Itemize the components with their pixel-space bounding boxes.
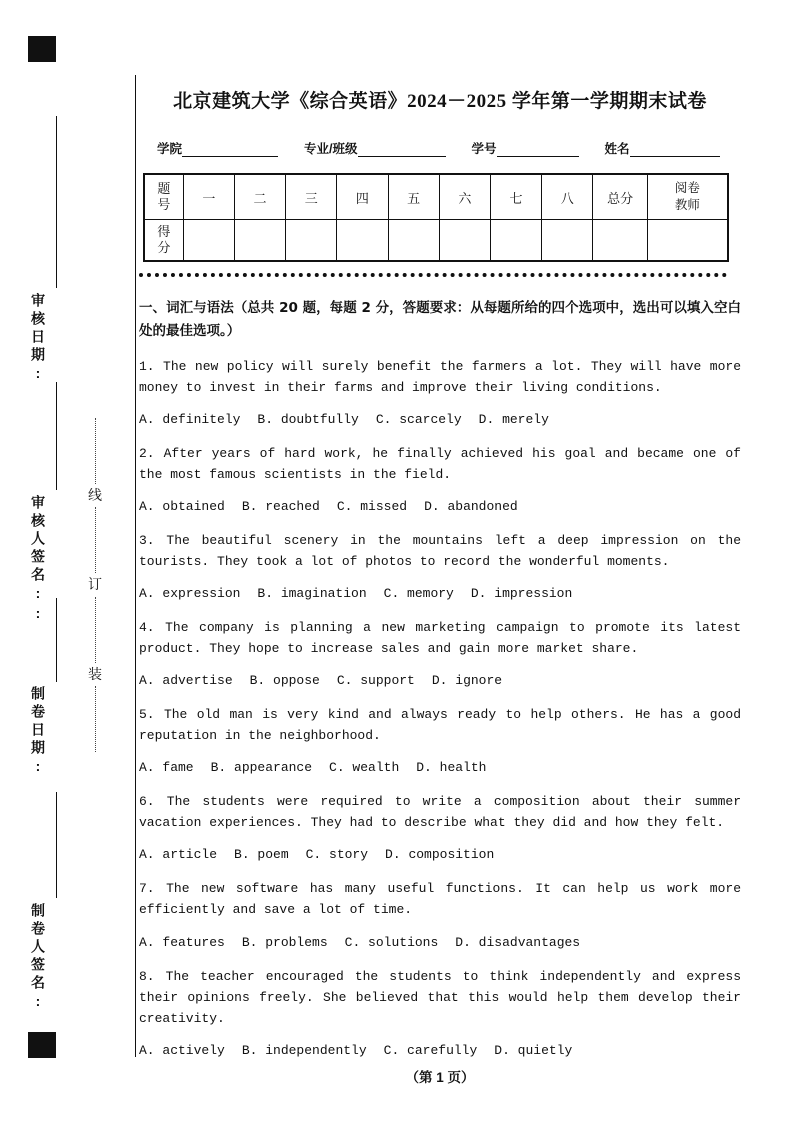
options-row [139,758,741,778]
options-row [139,845,741,865]
reviewer-signature-label: 审核人签名:: [30,495,46,625]
question-text: 8. The teacher encouraged the students to think independently and express their opinions freely. She believed that this would help them develop their creativity. [139,968,741,1026]
option-b: B. imagination [257,586,367,602]
options-row [139,671,741,691]
option-d: D. abandoned [424,499,518,515]
option-b: B. poem [234,847,289,863]
page-title: 北京建筑大学《综合英语》2024－2025 学年第一学期期末试卷 [173,91,707,112]
total-score-header: 总分 [593,174,647,220]
column-header: 七 [490,174,541,220]
column-header: 一 [183,174,234,220]
question-7 [139,878,741,952]
paper-making-date-label: 制卷日期: [30,686,46,778]
option-c: C. wealth [329,760,400,776]
seal-border-line [135,75,136,1057]
option-c: C. support [336,673,415,689]
option-b: B. appearance [210,760,313,776]
option-a: A. article [139,847,218,863]
question-text: 5. The old man is very kind and always ready to help others. He has a good reputation in the neighborhood. [139,707,741,744]
column-header: 四 [337,174,388,220]
question-2 [139,443,741,517]
score-row-header: 得分 [144,220,183,262]
question-3 [139,530,741,604]
options-row [139,1041,741,1061]
question-text: 3. The beautiful scenery in the mountains left a deep impression on the tourists. They took a lot of photos to record the wonderful moments. [139,533,741,570]
registration-mark-top [28,36,56,62]
student-id-blank [497,142,579,157]
option-d: D. health [416,760,487,776]
binding-dots [95,686,96,752]
option-b: B. reached [241,499,320,515]
column-header: 三 [286,174,337,220]
score-cell [542,220,593,262]
major-class-field [304,139,445,157]
college-label: 学院 [157,142,183,156]
option-a: A. expression [139,586,241,602]
question-8 [139,966,741,1061]
option-a: A. fame [139,760,194,776]
score-cell [647,220,728,262]
option-b: B. doubtfully [257,411,359,427]
name-label: 姓名 [604,142,630,156]
score-cell [388,220,439,262]
college-blank [182,142,278,157]
binding-dots [95,597,96,663]
reviewer-signature-blank-line [56,382,57,490]
table-row [144,220,728,262]
score-table [143,173,729,262]
option-c: C. scarcely [375,411,462,427]
binding-char-xian: 线 [88,486,102,503]
option-b: B. independently [241,1042,367,1058]
grader-header: 阅卷教师 [647,174,728,220]
paper-maker-signature-label: 制卷人签名: [30,903,46,1013]
table-row [144,174,728,220]
binding-char-ding: 订 [88,576,102,593]
student-info-row [139,139,741,157]
question-1 [139,356,741,430]
binding-dots [95,507,96,573]
option-c: C. solutions [344,934,439,950]
paper-making-date-blank-line [56,598,57,682]
question-text: 7. The new software has many useful functions. It can help us work more efficiently and save a lot of time. [139,881,741,918]
paper-maker-signature-blank-line [56,792,57,898]
major-class-label: 专业/班级 [304,142,358,156]
column-header: 八 [542,174,593,220]
option-d: D. composition [385,847,495,863]
column-header: 五 [388,174,439,220]
question-text: 4. The company is planning a new marketing campaign to promote its latest product. They hope to increase sales and gain more market share. [139,620,741,657]
option-c: C. missed [336,499,408,515]
option-b: B. problems [241,934,328,950]
binding-dots [95,418,96,484]
option-d: D. merely [478,411,549,427]
option-d: D. impression [470,586,573,602]
option-a: A. features [139,934,225,950]
dotted-separator [139,273,727,277]
name-field [605,139,720,157]
page-number: （第 1 页） [405,1070,475,1085]
option-b: B. oppose [249,673,320,689]
review-date-blank-line [56,116,57,288]
options-row [139,933,741,953]
option-c: C. memory [383,586,454,602]
question-text: 6. The students were required to write a composition about their summer vacation experiences. They had to describe what they did and how they felt. [139,794,741,831]
option-a: A. obtained [139,499,225,515]
score-cell [593,220,647,262]
score-cell [286,220,337,262]
review-date-label: 审核日期: [30,293,46,385]
question-number-header: 题号 [144,174,183,220]
binding-char-zhuang: 装 [88,665,102,682]
section-heading: 一、词汇与语法（总共 20 题，每题 2 分，答题要求：从每题所给的四个选项中，选出可以填入空白处的最佳选项。） [139,300,741,339]
score-cell [183,220,234,262]
question-6 [139,791,741,865]
name-blank [630,142,720,157]
column-header: 六 [439,174,490,220]
option-c: C. story [305,847,369,863]
college-field [157,139,278,157]
option-c: C. carefully [383,1042,478,1058]
question-text: 2. After years of hard work, he finally achieved his goal and became one of the most famous scientists in the field. [139,445,741,483]
question-5 [139,704,741,778]
student-id-field [472,139,579,157]
options-row [139,497,741,517]
score-cell [234,220,285,262]
option-d: D. quietly [494,1042,573,1058]
student-id-label: 学号 [471,142,497,156]
option-a: A. actively [139,1042,225,1058]
score-cell [337,220,388,262]
major-class-blank [358,142,446,157]
option-d: D. ignore [431,673,503,689]
option-a: A. advertise [139,673,233,689]
exam-content [139,80,741,1061]
registration-mark-bottom [28,1032,56,1058]
option-d: D. disadvantages [455,934,581,950]
options-row [139,410,741,430]
score-cell [490,220,541,262]
options-row [139,584,741,604]
question-text: 1. The new policy will surely benefit the farmers a lot. They will have more money to invest in their farms and improve their living conditions. [139,358,741,395]
score-cell [439,220,490,262]
question-4 [139,617,741,691]
option-a: A. definitely [139,411,241,427]
binding-line [88,418,102,752]
column-header: 二 [234,174,285,220]
